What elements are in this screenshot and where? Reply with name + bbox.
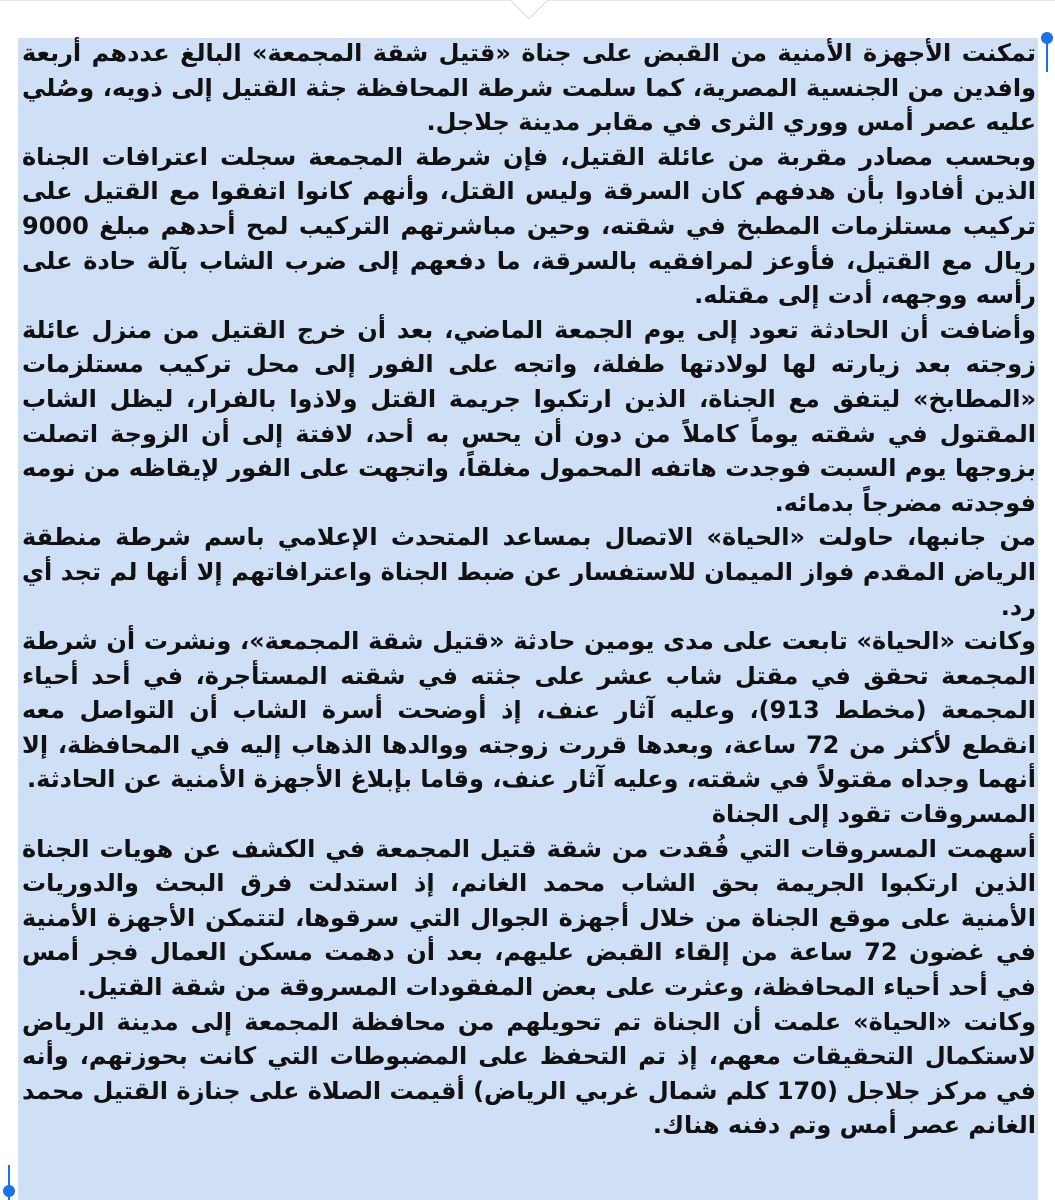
paragraph-incident: وأضافت أن الحادثة تعود إلى يوم الجمعة الماضي، بعد أن خرج القتيل من منزل عائلة زوجته بعد زيارته لها لولادتها طفلة، واتجه على الفور إلى محل تركيب مستلزمات «المطابخ» ليتفق مع الجناة، الذين ارتكبوا جريمة القتل ولاذوا بالفرار، ليظل الشاب المقتول في شقته يوماً كاملاً من دون أن يحس به أحد، لافتة إلى أن الزوجة اتصلت بزوجها يوم السبت فوجدت هاتفه المحمول مغلقاً، واتجهت على الفور لإيقاظه من نومه فوجدته مضرجاً بدمائه. (22, 315, 1036, 517)
selection-start-handle[interactable] (1041, 32, 1053, 44)
section-heading: المسروقات تقود إلى الجناة (711, 800, 1036, 829)
paragraph-confessions: وبحسب مصادر مقربة من عائلة القتيل، فإن شرطة المجمعة سجلت اعترافات الجناة الذين أفادوا بأن هدفهم كان السرقة وليس القتل، وأنهم كانوا اتفقوا مع القتيل على تركيب مستلزمات المطبخ في شقته، وحين مباشرتهم التركيب لمح أحدهم مبلغ 9000 ريال مع القتيل، فأوعز لمرافقيه بالسرقة، ما دفعهم إلى ضرب الشاب بآلة حادة على رأسه ووجهه، أدت إلى مقتله. (22, 142, 1036, 310)
popover-arrow (503, 0, 554, 19)
article-body[interactable] (22, 36, 1036, 1143)
selection-start-caret (1046, 40, 1048, 72)
paragraph-background: وكانت «الحياة» تابعت على مدى يومين حادثة «قتيل شقة المجمعة»، ونشرت أن شرطة المجمعة تحقق في مقتل شاب عشر على جثته في شقته المستأجرة، في أحد أحياء المجمعة (مخطط 913)، وعليه آثار عنف، إذ أوضحت أسرة الشاب أن التواصل معه انقطع لأكثر من 72 ساعة، وبعدها قررت زوجته ووالدها الذهاب إليه في المحافظة، إلا أنهما وجداه مقتولاً في شقته، وعليه آثار عنف، وقاما بإبلاغ الأجهزة الأمنية عن الحادثة. (22, 627, 1036, 794)
selection-end-handle[interactable] (3, 1185, 15, 1197)
paragraph-police-response: من جانبها، حاولت «الحياة» الاتصال بمساعد المتحدث الإعلامي باسم شرطة منطقة الرياض المقدم فواز الميمان للاستفسار عن ضبط الجناة واعترافاتهم إلا أنها لم تجد أي رد. (22, 523, 1036, 621)
paragraph-stolen-items: أسهمت المسروقات التي فُقدت من شقة قتيل المجمعة في الكشف عن هويات الجناة الذين ارتكبوا الجريمة بحق الشاب محمد الغانم، إذ استدلت فرق البحث والدوريات الأمنية على موقع الجناة من خلال أجهزة الجوال التي سرقوها، لتتمكن الأجهزة الأمنية في غضون 72 ساعة من إلقاء القبض عليهم، بعد أن دهمت مسكن العمال فجر أمس في أحد أحياء المحافظة، وعثرت على بعض المفقودات المسروقة من شقة القتيل. (22, 834, 1037, 1002)
paragraph-transfer: وكانت «الحياة» علمت أن الجناة تم تحويلهم من محافظة المجمعة إلى مدينة الرياض لاستكمال التحقيقات معهم، إذ تم التحفظ على المضبوطات التي كانت بحوزتهم، وأنه في مركز جلاجل (170 كلم شمال غربي الرياض) أقيمت الصلاة على جنازة القتيل محمد الغانم عصر أمس وتم دفنه هناك. (22, 1007, 1036, 1140)
paragraph-arrest: تمكنت الأجهزة الأمنية من القبض على جناة «قتيل شقة المجمعة» البالغ عددهم أربعة وافدين من الجنسية المصرية، كما سلمت شرطة المحافظة جثة القتيل إلى ذويه، وصُلي عليه عصر أمس ووري الثرى في مقابر مدينة جلاجل. (22, 39, 1036, 137)
